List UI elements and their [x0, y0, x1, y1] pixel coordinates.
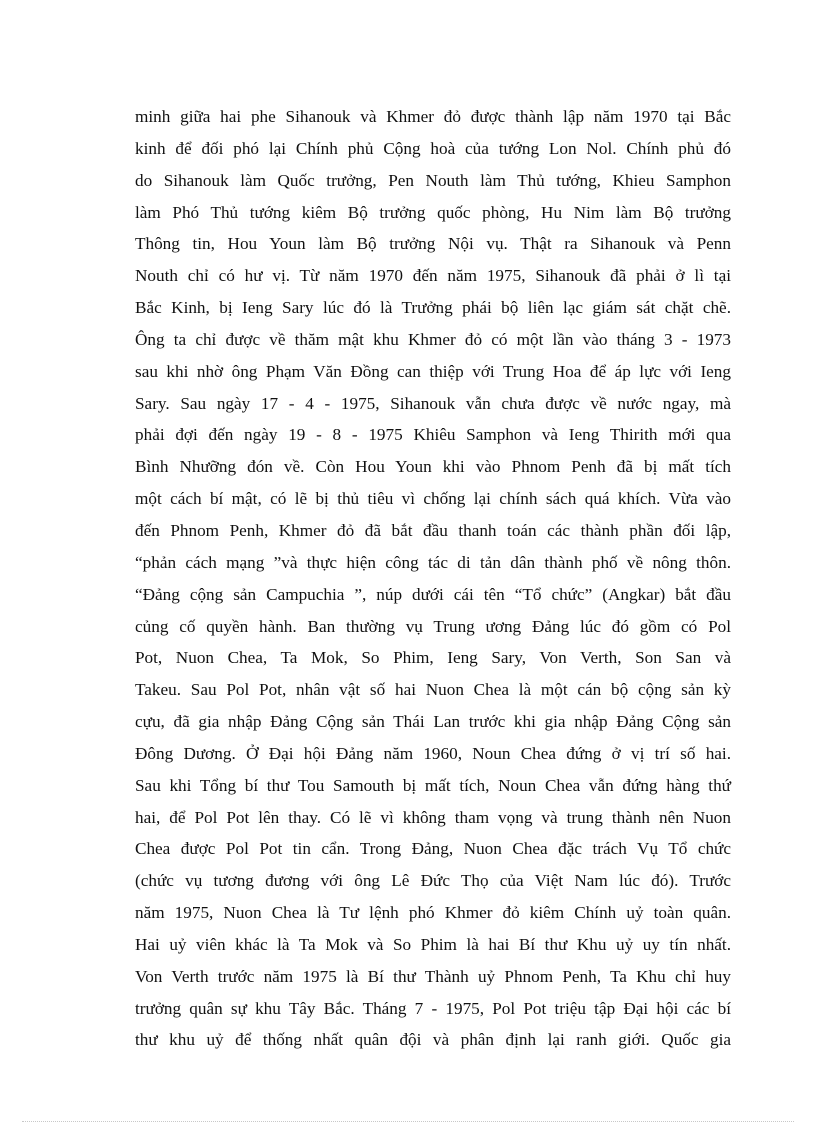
text-line: minh giữa hai phe Sihanouk và Khmer đỏ được thành lập năm 1970 tại Bắc [135, 107, 731, 126]
text-line: đến Phnom Penh, Khmer đỏ đã bắt đầu thanh toán các thành phần đối lập, [135, 520, 731, 540]
text-line: Thông tin, Hou Youn làm Bộ trưởng Nội vụ. Thật ra Sihanouk và Penn [135, 234, 731, 254]
text-line: Takeu. Sau Pol Pot, nhân vật số hai Nuon Chea là một cán bộ cộng sản kỳ [135, 680, 731, 700]
text-line: Pot, Nuon Chea, Ta Mok, So Phim, Ieng Sary, Von Verth, Son San và [135, 648, 731, 668]
text-line: Ông ta chỉ được về thăm mật khu Khmer đỏ có một lần vào tháng 3 - 1973 [135, 329, 731, 349]
text-line: Hai uỷ viên khác là Ta Mok và So Phim là hai Bí thư Khu uỷ uy tín nhất. [135, 934, 731, 954]
text-line: Sau khi Tổng bí thư Tou Samouth bị mất tích, Noun Chea vẫn đứng hàng thứ [135, 775, 731, 795]
text-line: “Đảng cộng sản Campuchia ”, núp dưới cái tên “Tổ chức” (Angkar) bắt đầu [135, 584, 731, 604]
text-line: một cách bí mật, có lẽ bị thủ tiêu vì chống lại chính sách quá khích. Vừa vào [135, 489, 731, 509]
page-bottom-divider [22, 1121, 794, 1122]
text-line: phải đợi đến ngày 19 - 8 - 1975 Khiêu Samphon và Ieng Thirith mới qua [135, 425, 731, 445]
body-text [135, 101, 731, 1056]
text-line: (chức vụ tương đương với ông Lê Đức Thọ của Việt Nam lúc đó). Trước [135, 871, 731, 891]
text-line: Đông Dương. Ở Đại hội Đảng năm 1960, Noun Chea đứng ở vị trí số hai. [135, 743, 731, 763]
text-line: cựu, đã gia nhập Đảng Cộng sản Thái Lan trước khi gia nhập Đảng Cộng sản [135, 712, 731, 732]
text-line: do Sihanouk làm Quốc trưởng, Pen Nouth làm Thủ tướng, Khieu Samphon [135, 170, 731, 190]
text-line: Bình Nhưỡng đón về. Còn Hou Youn khi vào Phnom Penh đã bị mất tích [135, 457, 731, 477]
text-line: Chea được Pol Pot tin cẩn. Trong Đảng, Nuon Chea đặc trách Vụ Tổ chức [135, 839, 731, 859]
text-line: năm 1975, Nuon Chea là Tư lệnh phó Khmer đỏ kiêm Chính uỷ toàn quân. [135, 903, 731, 923]
text-line: Von Verth trước năm 1975 là Bí thư Thành uỷ Phnom Penh, Ta Khu chỉ huy [135, 966, 731, 986]
text-line: thư khu uỷ để thống nhất quân đội và phân định lại ranh giới. Quốc gia [135, 1030, 731, 1050]
text-line: kinh để đối phó lại Chính phủ Cộng hoà của tướng Lon Nol. Chính phủ đó [135, 138, 731, 158]
text-line: trưởng quân sự khu Tây Bắc. Tháng 7 - 1975, Pol Pot triệu tập Đại hội các bí [135, 998, 731, 1018]
text-line: hai, để Pol Pot lên thay. Có lẽ vì không tham vọng và trung thành nên Nuon [135, 807, 731, 827]
text-line: củng cố quyền hành. Ban thường vụ Trung ương Đảng lúc đó gồm có Pol [135, 616, 731, 636]
text-line: làm Phó Thủ tướng kiêm Bộ trưởng quốc phòng, Hu Nim làm Bộ trưởng [135, 202, 731, 222]
text-line: Nouth chỉ có hư vị. Từ năm 1970 đến năm 1975, Sihanouk đã phải ở lì tại [135, 266, 731, 286]
text-line: Bắc Kinh, bị Ieng Sary lúc đó là Trưởng phái bộ liên lạc giám sát chặt chẽ. [135, 298, 731, 318]
text-line: “phản cách mạng ”và thực hiện công tác di tản dân thành phố về nông thôn. [135, 552, 731, 572]
text-line: Sary. Sau ngày 17 - 4 - 1975, Sihanouk vẫn chưa được về nước ngay, mà [135, 393, 731, 413]
text-line: sau khi nhờ ông Phạm Văn Đồng can thiệp với Trung Hoa để áp lực với Ieng [135, 361, 731, 381]
